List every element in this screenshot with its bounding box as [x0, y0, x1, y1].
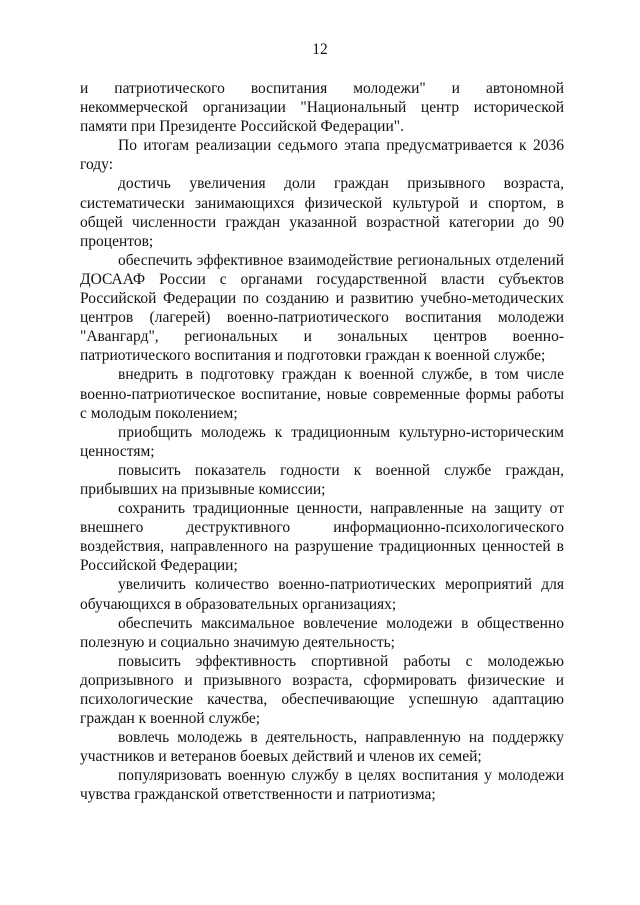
list-item-sport-efficiency: повысить эффективность спортивной работы с молодежью допризывного и призывного возраста, сформировать физические и психологические качества, обеспечивающие успешную адаптацию граждан к военной службе;	[80, 652, 564, 728]
list-item-new-forms: внедрить в подготовку граждан к военной службе, в том числе военно-патриотическое воспитание, новые современные формы работы с молодым поколением;	[80, 366, 564, 422]
list-item-traditional-values: приобщить молодежь к традиционным культурно-историческим ценностям;	[80, 423, 564, 460]
list-item-sport-share: достичь увеличения доли граждан призывного возраста, систематически занимающихся физической культурой и спортом, в общей численности граждан указанной возрастной категории до 90 процентов;	[80, 175, 564, 250]
document-body	[80, 79, 564, 805]
list-item-protect-values: сохранить традиционные ценности, направленные на защиту от внешнего деструктивного информационно-психологического воздействия, направленного на разрушение традиционных ценностей в Российской Федерации;	[80, 500, 564, 575]
list-item-veterans-support: вовлечь молодежь в деятельность, направленную на поддержку участников и ветеранов боевых действий и членов их семей;	[80, 729, 564, 766]
list-item-more-events: увеличить количество военно-патриотических мероприятий для обучающихся в образовательных организациях;	[80, 576, 564, 613]
page-number: 12	[312, 41, 328, 58]
paragraph-continuation: и патриотического воспитания молодежи" и автономной некоммерческой организации "Национальный центр исторической памяти при Президенте Российской Федерации".	[80, 80, 564, 136]
list-item-popularize-service: популяризовать военную службу в целях воспитания у молодежи чувства гражданской ответственности и патриотизма;	[80, 767, 564, 804]
list-item-dosaaf-interaction: обеспечить эффективное взаимодействие региональных отделений ДОСААФ России с органами государственной власти субъектов Российской Федерации по созданию и развитию учебно-методических центров (лагерей) военно-патриотического воспитания молодежи "Авангард", региональных и зональных центров военно-патриотического воспитания и подготовки граждан к военной службе;	[80, 251, 564, 365]
list-item-youth-involvement: обеспечить максимальное вовлечение молодежи в общественно полезную и социально значимую деятельность;	[80, 614, 564, 651]
list-item-fitness-indicator: повысить показатель годности к военной службе граждан, прибывших на призывные комиссии;	[80, 461, 564, 498]
paragraph-stage-results-intro: По итогам реализации седьмого этапа предусматривается к 2036 году:	[80, 137, 564, 174]
